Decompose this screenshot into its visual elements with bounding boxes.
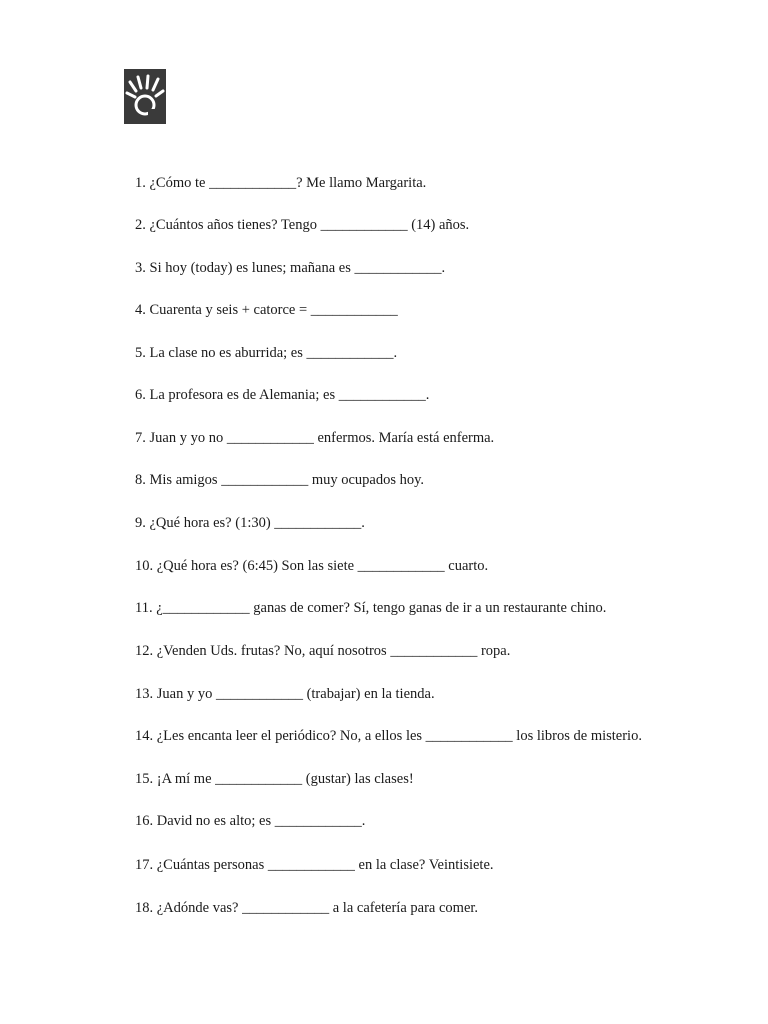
question-13: 13. Juan y yo ____________ (trabajar) en la tienda. (135, 686, 435, 702)
question-4: 4. Cuarenta y seis + catorce = ____________ (135, 302, 398, 318)
question-16: 16. David no es alto; es ____________. (135, 813, 366, 829)
question-18: 18. ¿Adónde vas? ____________ a la cafetería para comer. (135, 900, 479, 916)
question-15: 15. ¡A mí me ____________ (gustar) las clases! (135, 771, 414, 787)
question-10: 10. ¿Qué hora es? (6:45) Son las siete ____________ cuarto. (135, 558, 489, 574)
question-11: 11. ¿____________ ganas de comer? Sí, tengo ganas de ir a un restaurante chino. (135, 600, 607, 616)
question-9: 9. ¿Qué hora es? (1:30) ____________. (135, 515, 365, 531)
question-6: 6. La profesora es de Alemania; es ____________. (135, 387, 430, 403)
question-1: 1. ¿Cómo te ____________? Me llamo Margarita. (135, 175, 427, 191)
question-14: 14. ¿Les encanta leer el periódico? No, a ellos les ____________ los libros de misterio. (135, 728, 642, 744)
question-8: 8. Mis amigos ____________ muy ocupados hoy. (135, 472, 425, 488)
question-5: 5. La clase no es aburrida; es ____________. (135, 345, 398, 361)
question-7: 7. Juan y yo no ____________ enfermos. María está enferma. (135, 430, 495, 446)
question-2: 2. ¿Cuántos años tienes? Tengo ____________ (14) años. (135, 217, 470, 233)
question-12: 12. ¿Venden Uds. frutas? No, aquí nosotros ____________ ropa. (135, 643, 511, 659)
question-17: 17. ¿Cuántas personas ____________ en la clase? Veintisiete. (135, 857, 494, 873)
question-3: 3. Si hoy (today) es lunes; mañana es ____________. (135, 260, 446, 276)
